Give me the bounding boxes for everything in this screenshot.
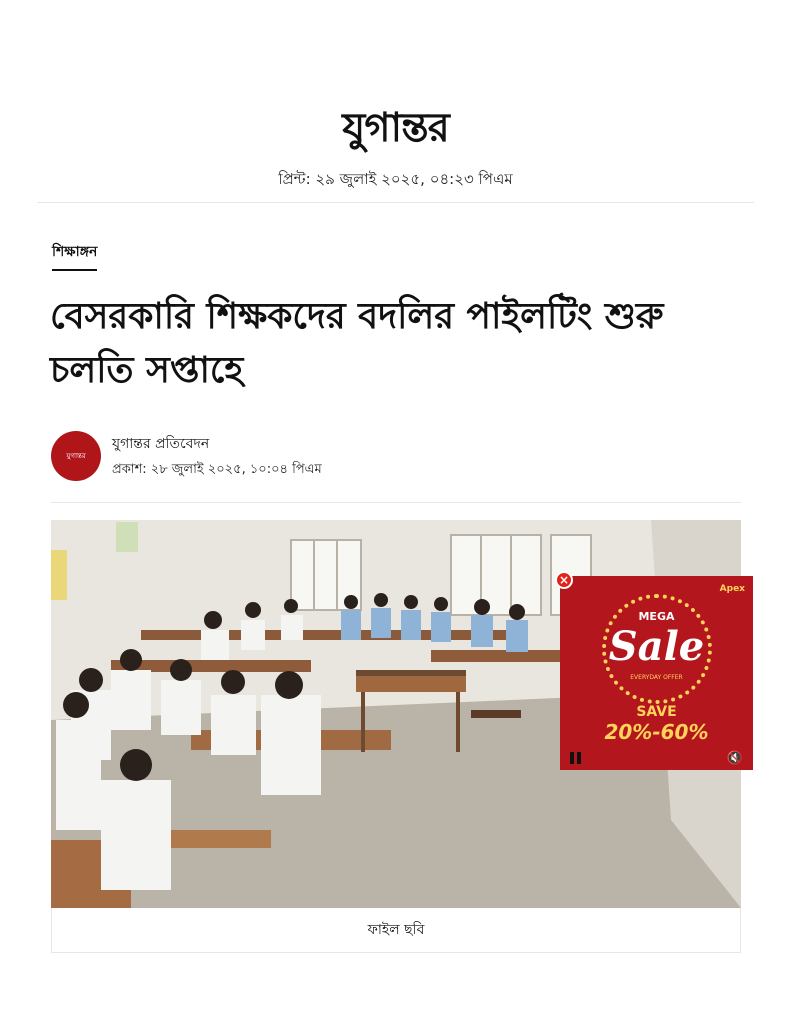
print-date: প্রিন্ট: ২৯ জুলাই ২০২৫, ০৪:২৩ পিএম: [278, 170, 513, 188]
avatar-label: যুগান্তর: [66, 452, 86, 460]
ad-discount-label: 20%-60%: [604, 720, 709, 744]
ad-mega-label: MEGA: [638, 610, 675, 623]
mute-icon[interactable]: 🔇: [726, 751, 743, 766]
ad-sub-label: EVERYDAY OFFER: [630, 674, 683, 681]
author-name[interactable]: যুগান্তর প্রতিবেদন: [112, 436, 210, 452]
ad-save-label: SAVE: [636, 704, 677, 720]
category-link[interactable]: শিক্ষাঙ্গন: [52, 240, 97, 271]
byline-divider: [51, 502, 741, 503]
close-icon[interactable]: ×: [555, 571, 573, 589]
header-divider: [37, 202, 754, 203]
site-logo: যুগান্তর: [342, 104, 449, 151]
pause-icon[interactable]: [570, 752, 582, 764]
published-date: প্রকাশ: ২৮ জুলাই ২০২৫, ১০:০৪ পিএম: [112, 462, 322, 477]
author-avatar: [51, 431, 101, 481]
ad-brand-logo: Apex: [719, 584, 745, 594]
sale-advertisement[interactable]: [560, 576, 753, 770]
logo-link[interactable]: [0, 100, 791, 156]
article-headline: বেসরকারি শিক্ষকদের বদলির পাইলটিং শুরু চলতি সপ্তাহে: [50, 296, 664, 391]
ad-sale-label: Sale: [608, 623, 705, 670]
image-caption: ফাইল ছবি: [51, 908, 741, 953]
